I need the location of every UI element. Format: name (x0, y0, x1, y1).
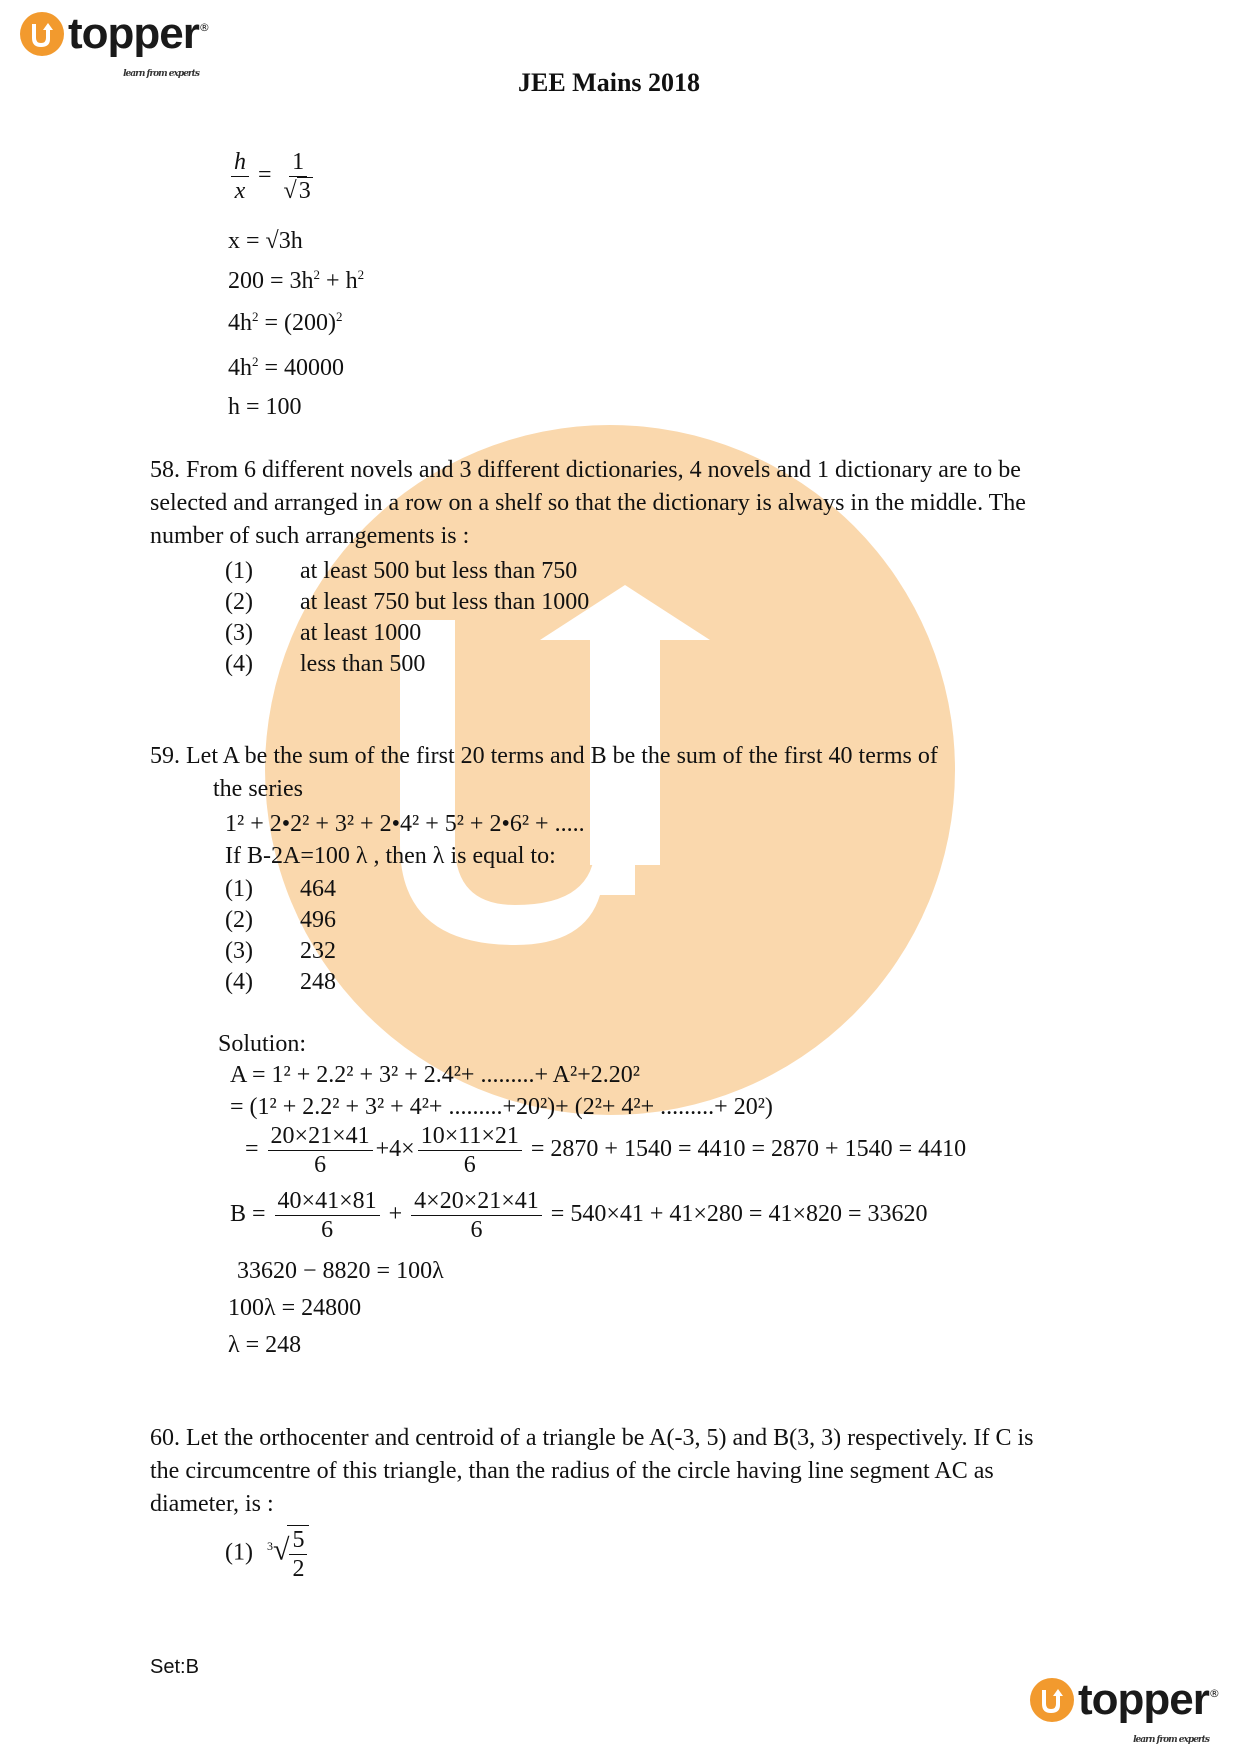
q59-option-2-text: 496 (300, 907, 336, 933)
q58-option-2-number: (2) (225, 589, 253, 615)
q58-option-1-text: at least 500 but less than 750 (300, 558, 578, 584)
q59-option-1-text: 464 (300, 876, 336, 902)
solution-label: Solution: (218, 1031, 307, 1057)
prev-solution-line-3: $200 = 3h^2 + h^2$ (228, 267, 365, 294)
q58-option-2-text: at least 750 but less than 1000 (300, 589, 590, 615)
prev-solution-line-1: $\frac{h}{x}$ = $\frac{1}{√3}$ (228, 148, 319, 205)
q58-option-4-text: less than 500 (300, 651, 426, 677)
q59-option-4-number: (4) (225, 969, 253, 995)
solution-line-2: = (1² + 2.2² + 3² + 4²+ .........+20²)+ (2²+ 4²+ .........+ 20²) (230, 1094, 773, 1120)
q59-option-2-number: (2) (225, 907, 253, 933)
logo-text: topper (1078, 1675, 1209, 1724)
prev-solution-line-2: x = √3h (228, 228, 303, 254)
q60-text-line-2: the circumcentre of this triangle, than the radius of the circle having line segment AC as (150, 1458, 994, 1484)
q60-option-1: (1) $^3$√ $\frac{5}{2}$ (225, 1525, 312, 1583)
prev-solution-line-6: h = 100 (228, 394, 302, 420)
logo-text: topper (68, 9, 199, 58)
prev-solution-line-4: $4h^2 = (200)^2$ (228, 309, 343, 336)
prev-solution-line-5: $4h^2 = 40000$ (228, 354, 345, 381)
q59-option-3-text: 232 (300, 938, 336, 964)
q58-text-line-1: 58. From 6 different novels and 3 different dictionaries, 4 novels and 1 dictionary are to be (150, 457, 1021, 483)
solution-line-5: 33620 − 8820 = 100λ (237, 1258, 444, 1284)
header-logo (20, 9, 209, 79)
q58-option-3-number: (3) (225, 620, 253, 646)
q59-condition: If B-2A=100 λ , then λ is equal to: (225, 843, 556, 869)
page-title: JEE Mains 2018 (518, 68, 701, 97)
q58-text-line-3: number of such arrangements is : (150, 523, 470, 549)
q59-option-1-number: (1) (225, 876, 253, 902)
registered-mark: ® (1208, 1687, 1219, 1700)
registered-mark: ® (198, 21, 209, 34)
q60-text-line-3: diameter, is : (150, 1491, 274, 1517)
logo-tagline: learn from experts (123, 69, 199, 79)
logo-tagline: learn from experts (1133, 1735, 1209, 1745)
q59-option-3-number: (3) (225, 938, 253, 964)
q59-text-line-2: the series (213, 776, 303, 802)
solution-line-7: λ = 248 (228, 1332, 302, 1358)
q58-text-line-2: selected and arranged in a row on a shelf so that the dictionary is always in the middle. The (150, 490, 1026, 516)
q58-option-4-number: (4) (225, 651, 253, 677)
solution-line-4: B = $\frac{40\times 41\times 81}{6}$ + $\frac{4\times 20\times 21\times 41}{6}$ = 540×41 + 41×280 = 41×820 = 33620 (230, 1188, 928, 1243)
solution-line-3: = $\frac{20\times 21\times 41}{6}$ +4× $\frac{10\times 11\times 21}{6}$ = 2870 + 1540 = 4410 = 2870 + 1540 = 4410 (245, 1123, 967, 1178)
q58-option-1-number: (1) (225, 558, 253, 584)
set-label: Set:B (150, 1656, 199, 1678)
solution-line-6: 100λ = 24800 (228, 1295, 362, 1321)
q58-option-3-text: at least 1000 (300, 620, 422, 646)
q60-text-line-1: 60. Let the orthocenter and centroid of a triangle be A(-3, 5) and B(3, 3) respectively. If C is (150, 1425, 1034, 1451)
footer-logo (1030, 1675, 1219, 1745)
solution-line-1: A = 1² + 2.2² + 3² + 2.4²+ .........+ A²+2.20² (230, 1062, 640, 1088)
q59-text-line-1: 59. Let A be the sum of the first 20 terms and B be the sum of the first 40 terms of (150, 743, 938, 769)
q59-option-4-text: 248 (300, 969, 336, 995)
q59-series: 1² + 2•2² + 3² + 2•4² + 5² + 2•6² + ..... (225, 811, 585, 837)
u-arrow-icon (1030, 1678, 1074, 1722)
u-arrow-icon (20, 12, 64, 56)
